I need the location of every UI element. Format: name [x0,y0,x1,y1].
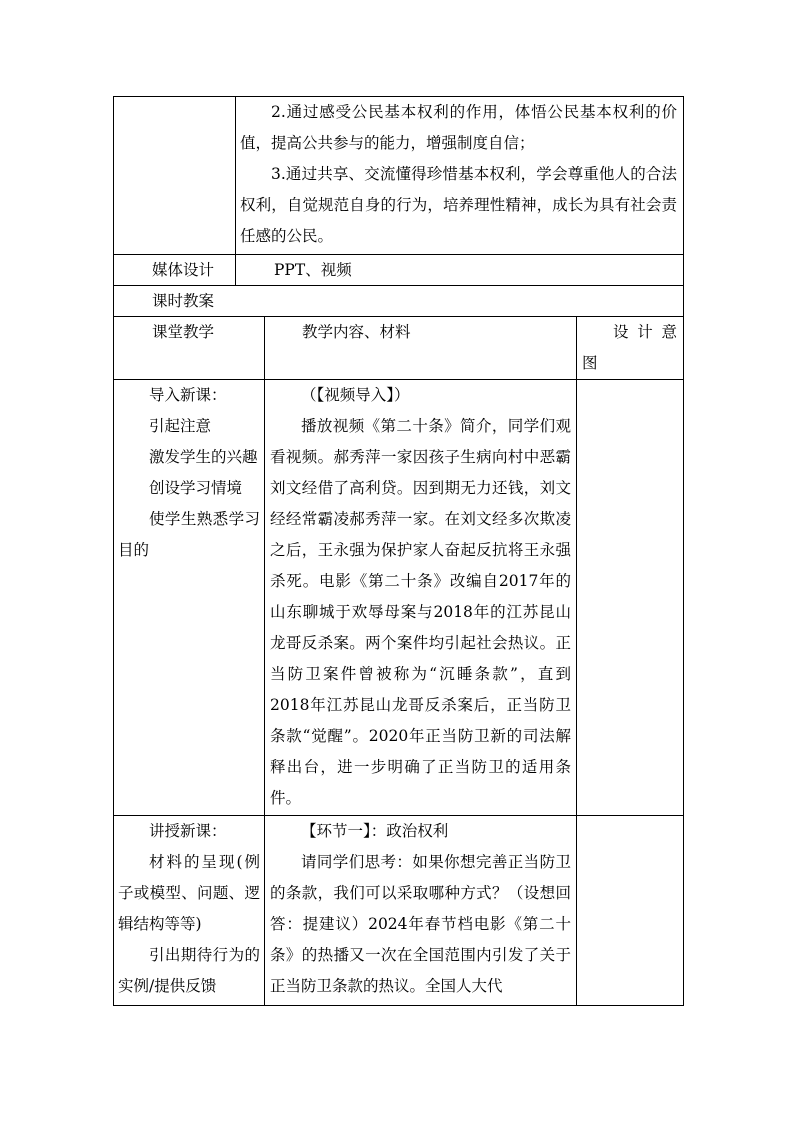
objective-3: 3.通过共享、交流懂得珍惜基本权利，学会尊重他人的合法权利，自觉规范自身的行为，培养理性精神，成长为具有社会责任感的公民。 [240,165,677,245]
lecture-body: 请同学们思考：如果你想完善正当防卫的条款，我们可以采取哪种方式？（设想回答：提建议）2024年春节档电影《第二十条》的热播又一次在全国范围内引发了关于正当防卫条款的热议。全国人大代 [270,853,571,995]
intro-content [264,380,576,816]
lecture-left-line-1: 讲授新课： [149,822,227,840]
border-row-3 [113,316,684,317]
media-label-text: 媒体设计 [152,261,215,279]
intro-left-line-3: 激发学生的兴趣 [149,448,258,466]
border-row-2 [113,285,684,286]
lecture-title: 【环节一】：政治权利 [301,822,449,840]
border-top [113,96,684,97]
lecture-intent [576,816,683,1005]
media-value-text: PPT、视频 [274,261,352,279]
intro-title: （【视频导入】） [301,386,410,404]
border-col-a [235,96,236,286]
intro-body: 播放视频《第二十条》简介，同学们观看视频。郝秀萍一家因孩子生病向村中恶霸刘文经借了高利贷。因到期无力还钱，刘文经经常霸凌郝秀萍一家。在刘文经多次欺凌之后，王永强为保护家人奋起反抗将王永强杀死。电影《第二十条》改编自2017年的山东聊城于欢辱母案与2018年的江苏昆山龙哥反杀案。两个案件均引起社会热议。正当防卫案件曾被称为“沉睡条款”，直到2018年江苏昆山龙哥反杀案后，正当防卫条款“觉醒”。2020年正当防卫新的司法解释出台，进一步明确了正当防卫的适用条件。 [270,417,571,807]
media-value [236,255,683,286]
header-design-intent [576,317,683,380]
header-classroom [114,317,264,380]
objectives-cell [236,97,683,255]
border-right [683,96,684,1006]
border-bottom [113,1005,684,1006]
header-content [264,317,576,380]
intro-left-line-4: 创设学习情境 [149,479,243,497]
header-classroom-text: 课堂教学 [152,323,215,341]
border-col-b [264,316,265,1006]
border-left [113,96,114,1006]
intro-left [114,380,264,816]
lecture-left [114,816,264,1005]
header-design-text: 设 计 意图 [582,323,677,372]
intro-left-line-2: 引起注意 [149,417,212,435]
lecture-content [264,816,576,1005]
lesson-plan-label [114,286,683,317]
lecture-left-line-3: 引出期待行为的实例/提供反馈 [118,946,260,995]
intro-intent [576,380,683,816]
intro-left-line-1: 导入新课： [149,386,227,404]
border-col-c [576,316,577,1006]
lecture-left-line-2: 材料的呈现(例子或模型、问题、逻辑结构等等) [118,853,260,933]
border-row-5 [113,815,684,816]
intro-left-line-5: 使学生熟悉学习目的 [118,510,260,559]
header-content-text: 教学内容、材料 [302,323,411,341]
lesson-plan-text: 课时教案 [152,292,215,310]
media-label [114,255,236,286]
border-row-1 [113,254,684,255]
objective-2: 2.通过感受公民基本权利的作用，体悟公民基本权利的价值，提高公共参与的能力，增强制度自信； [240,103,677,152]
border-row-4 [113,379,684,380]
